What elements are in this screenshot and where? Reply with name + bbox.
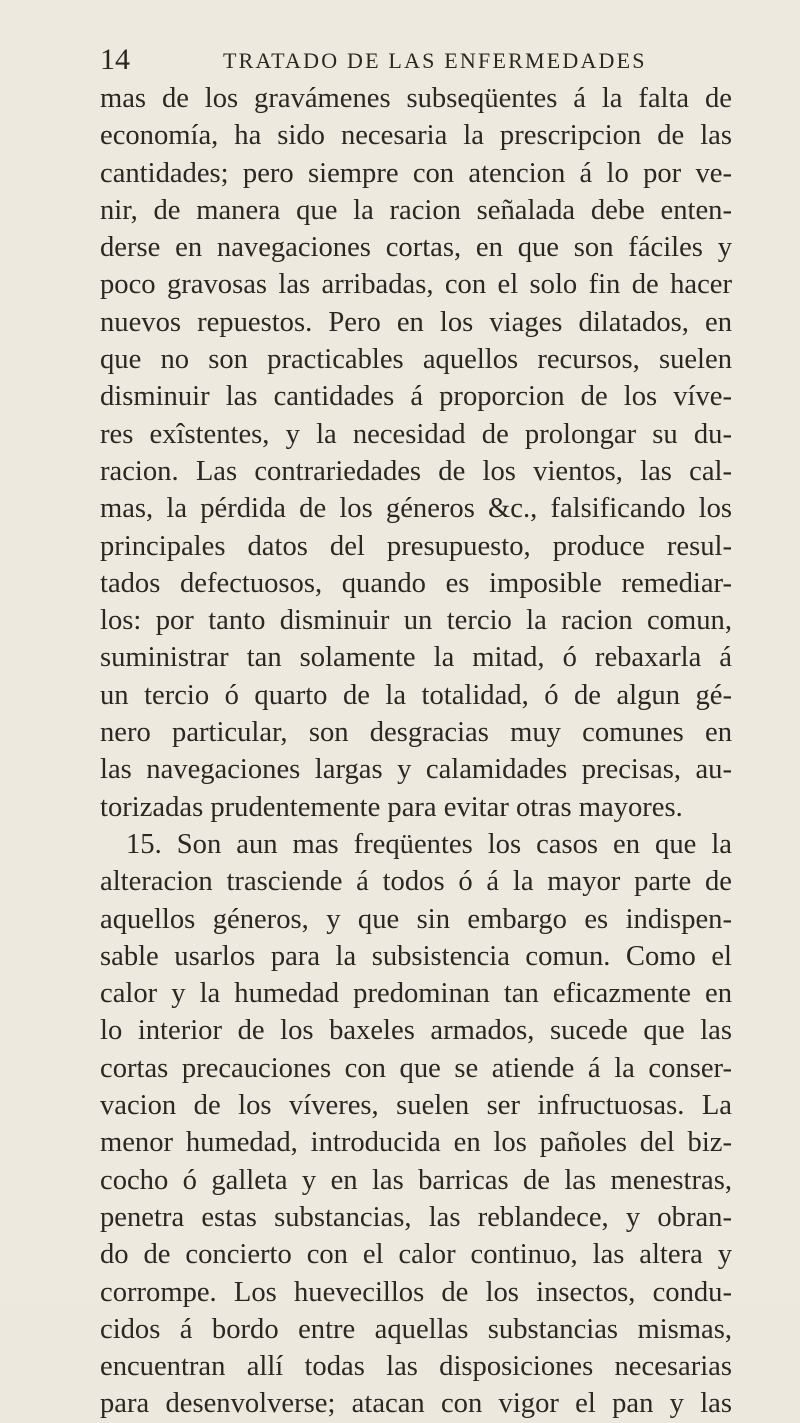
text-line: que no son practicables aquellos recursos, suelen — [100, 344, 732, 376]
text-line: disminuir las cantidades á proporcion de los víve- — [100, 381, 732, 413]
text-line: torizadas prudentemente para evitar otras mayores. — [100, 791, 683, 823]
text-line: encuentran allí todas las disposiciones necesarias — [100, 1351, 732, 1383]
running-head: TRATADO DE LAS ENFERMEDADES — [223, 48, 647, 73]
page-header — [100, 42, 740, 78]
text-line: corrompe. Los huevecillos de los insectos, condu- — [100, 1276, 732, 1308]
text-line: nero particular, son desgracias muy comunes en — [100, 717, 732, 749]
page-number: 14 — [100, 43, 130, 76]
text-line: cantidades; pero siempre con atencion á lo por ve- — [100, 157, 732, 189]
text-line: cocho ó galleta y en las barricas de las menestras, — [100, 1164, 732, 1196]
text-line: penetra estas substancias, las reblandece, y obran- — [100, 1201, 732, 1233]
text-line: mas, la pérdida de los géneros &c., falsificando los — [100, 493, 732, 525]
text-line: tados defectuosos, quando es imposible remediar- — [100, 567, 732, 599]
text-line: cortas precauciones con que se atiende á la conser- — [100, 1052, 732, 1084]
text-line: do de concierto con el calor continuo, las altera y — [100, 1239, 732, 1271]
text-line: sable usarlos para la subsistencia comun. Como el — [100, 940, 732, 972]
text-line: las navegaciones largas y calamidades precisas, au- — [100, 754, 732, 786]
text-line: nir, de manera que la racion señalada debe enten- — [100, 194, 732, 226]
text-line: un tercio ó quarto de la totalidad, ó de algun gé- — [100, 679, 732, 711]
text-line: economía, ha sido necesaria la prescripcion de las — [100, 120, 732, 152]
text-line: racion. Las contrariedades de los vientos, las cal- — [100, 455, 732, 487]
text-line: lo interior de los baxeles armados, sucede que las — [100, 1015, 732, 1047]
paragraph-start-line: 15. Son aun mas freqüentes los casos en que la — [126, 828, 732, 860]
text-line: alteracion trasciende á todos ó á la mayor parte de — [100, 866, 732, 898]
text-line: los: por tanto disminuir un tercio la racion comun, — [100, 605, 732, 637]
text-line: suministrar tan solamente la mitad, ó rebaxarla á — [100, 642, 732, 674]
text-line: calor y la humedad predominan tan eficazmente en — [100, 978, 732, 1010]
text-line: aquellos géneros, y que sin embargo es indispen- — [100, 903, 732, 935]
text-line: derse en navegaciones cortas, en que son fáciles y — [100, 232, 732, 264]
text-line: mas de los gravámenes subseqüentes á la falta de — [100, 83, 732, 114]
text-line: principales datos del presupuesto, produce resul- — [100, 530, 732, 562]
text-line: poco gravosas las arribadas, con el solo fin de hacer — [100, 269, 732, 301]
text-line: menor humedad, introducida en los pañoles del biz- — [100, 1127, 732, 1159]
body-text — [100, 80, 732, 1423]
text-line: para desenvolverse; atacan con vigor el pan y las — [100, 1388, 732, 1420]
text-line: nuevos repuestos. Pero en los viages dilatados, en — [100, 306, 732, 338]
text-line: cidos á bordo entre aquellas substancias mismas, — [100, 1313, 732, 1345]
text-line: vacion de los víveres, suelen ser infructuosas. La — [100, 1090, 732, 1122]
text-line: res exîstentes, y la necesidad de prolongar su du- — [100, 418, 732, 450]
